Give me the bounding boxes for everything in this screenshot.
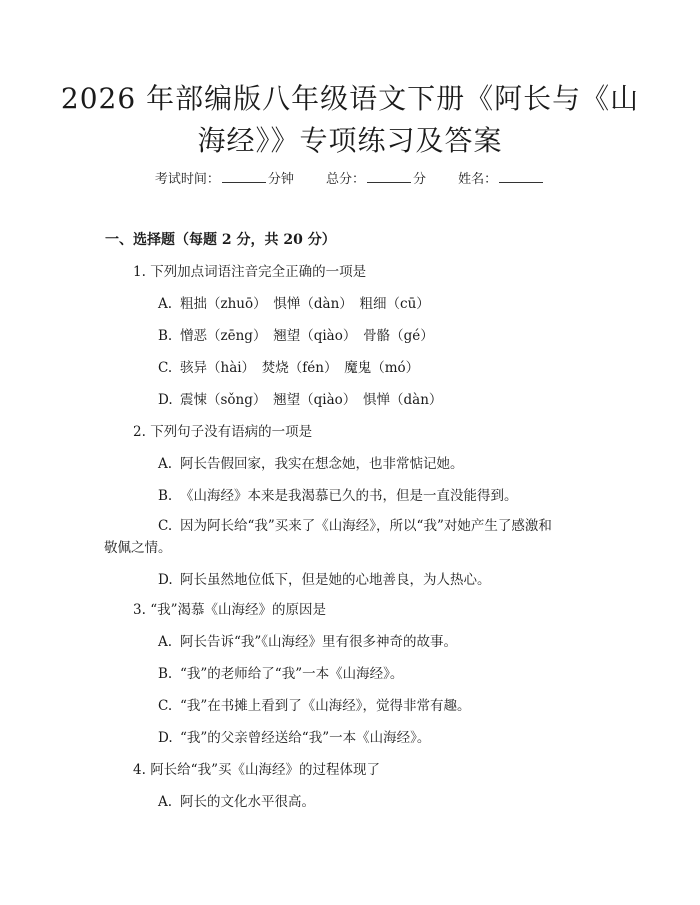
option-3a [158, 632, 457, 652]
option-4a [158, 792, 315, 812]
question-text: 下列加点词语注音完全正确的一项是 [150, 264, 367, 280]
option-2c-continuation: 敬佩之情。 [104, 540, 172, 556]
option-letter: B. [158, 666, 173, 682]
question-2 [133, 422, 312, 442]
option-letter: D. [158, 572, 173, 588]
question-1 [133, 262, 366, 282]
time-unit: 分钟 [267, 172, 294, 187]
option-text: 震悚（sǒng） 翘望（qiào） 惧惮（dàn） [180, 392, 443, 408]
option-letter: A. [158, 634, 173, 650]
option-text: 骇异（hài） 焚烧（fén） 魔鬼（mó） [180, 360, 420, 376]
question-number: 1. [133, 264, 146, 280]
option-letter: B. [158, 328, 173, 344]
option-2b [158, 486, 518, 506]
option-letter: B. [158, 488, 173, 504]
option-text: 阿长的文化水平很高。 [180, 794, 315, 810]
option-letter: A. [158, 456, 173, 472]
option-text: 阿长告诉“我”《山海经》里有很多神奇的故事。 [180, 634, 458, 650]
option-text: “我”的父亲曾经送给“我”一本《山海经》。 [180, 730, 431, 746]
question-number: 3. [133, 602, 146, 618]
option-letter: D. [158, 392, 173, 408]
option-text: 阿长告假回家，我实在想念她，也非常惦记她。 [180, 456, 464, 472]
time-label: 考试时间： [154, 172, 220, 187]
section-heading: 一、选择题（每题 2 分，共 20 分） [105, 232, 336, 248]
option-1c [158, 358, 419, 378]
option-letter: C. [158, 518, 173, 534]
option-text: 因为阿长给“我”买来了《山海经》，所以“我”对她产生了感激和 [180, 518, 552, 534]
option-2c [158, 516, 552, 536]
option-text: “我”在书摊上看到了《山海经》，觉得非常有趣。 [180, 698, 471, 714]
option-3c [158, 696, 471, 716]
score-label: 总分： [325, 172, 365, 187]
question-text: 下列句子没有语病的一项是 [150, 424, 313, 440]
option-letter: A. [158, 794, 173, 810]
option-text: 《山海经》本来是我渴慕已久的书，但是一直没能得到。 [180, 488, 518, 504]
question-text: 阿长给“我”买《山海经》的过程体现了 [150, 762, 380, 778]
option-3d [158, 728, 430, 748]
title-line-2: 海经》》专项练习及答案 [197, 124, 503, 157]
question-3 [133, 600, 326, 620]
question-4 [133, 760, 380, 780]
option-text: 粗拙（zhuō） 惧惮（dàn） 粗细（cū） [180, 296, 430, 312]
option-2a [158, 454, 464, 474]
question-text: “我”渴慕《山海经》的原因是 [150, 602, 326, 618]
option-1b [158, 326, 434, 346]
score-unit: 分 [413, 172, 427, 187]
name-label: 姓名： [458, 172, 498, 187]
page-title [60, 78, 640, 162]
option-letter: C. [158, 698, 173, 714]
option-letter: C. [158, 360, 173, 376]
score-field [326, 168, 426, 190]
name-field [458, 168, 545, 190]
option-text: “我”的老师给了“我”一本《山海经》。 [180, 666, 404, 682]
option-letter: D. [158, 730, 173, 746]
name-blank [499, 168, 543, 183]
time-field [155, 168, 294, 190]
question-number: 4. [133, 762, 146, 778]
option-3b [158, 664, 403, 684]
option-letter: A. [158, 296, 173, 312]
option-text: 憎恶（zēng） 翘望（qiào） 骨骼（gé） [180, 328, 434, 344]
option-1a [158, 294, 430, 314]
option-2d [158, 570, 491, 590]
question-number: 2. [133, 424, 146, 440]
option-1d [158, 390, 442, 410]
title-line-1: 2026 年部编版八年级语文下册《阿长与《山 [60, 82, 640, 115]
option-text: 阿长虽然地位低下，但是她的心地善良，为人热心。 [180, 572, 491, 588]
exam-meta [0, 168, 700, 190]
time-blank [222, 168, 266, 183]
score-blank [367, 168, 411, 183]
